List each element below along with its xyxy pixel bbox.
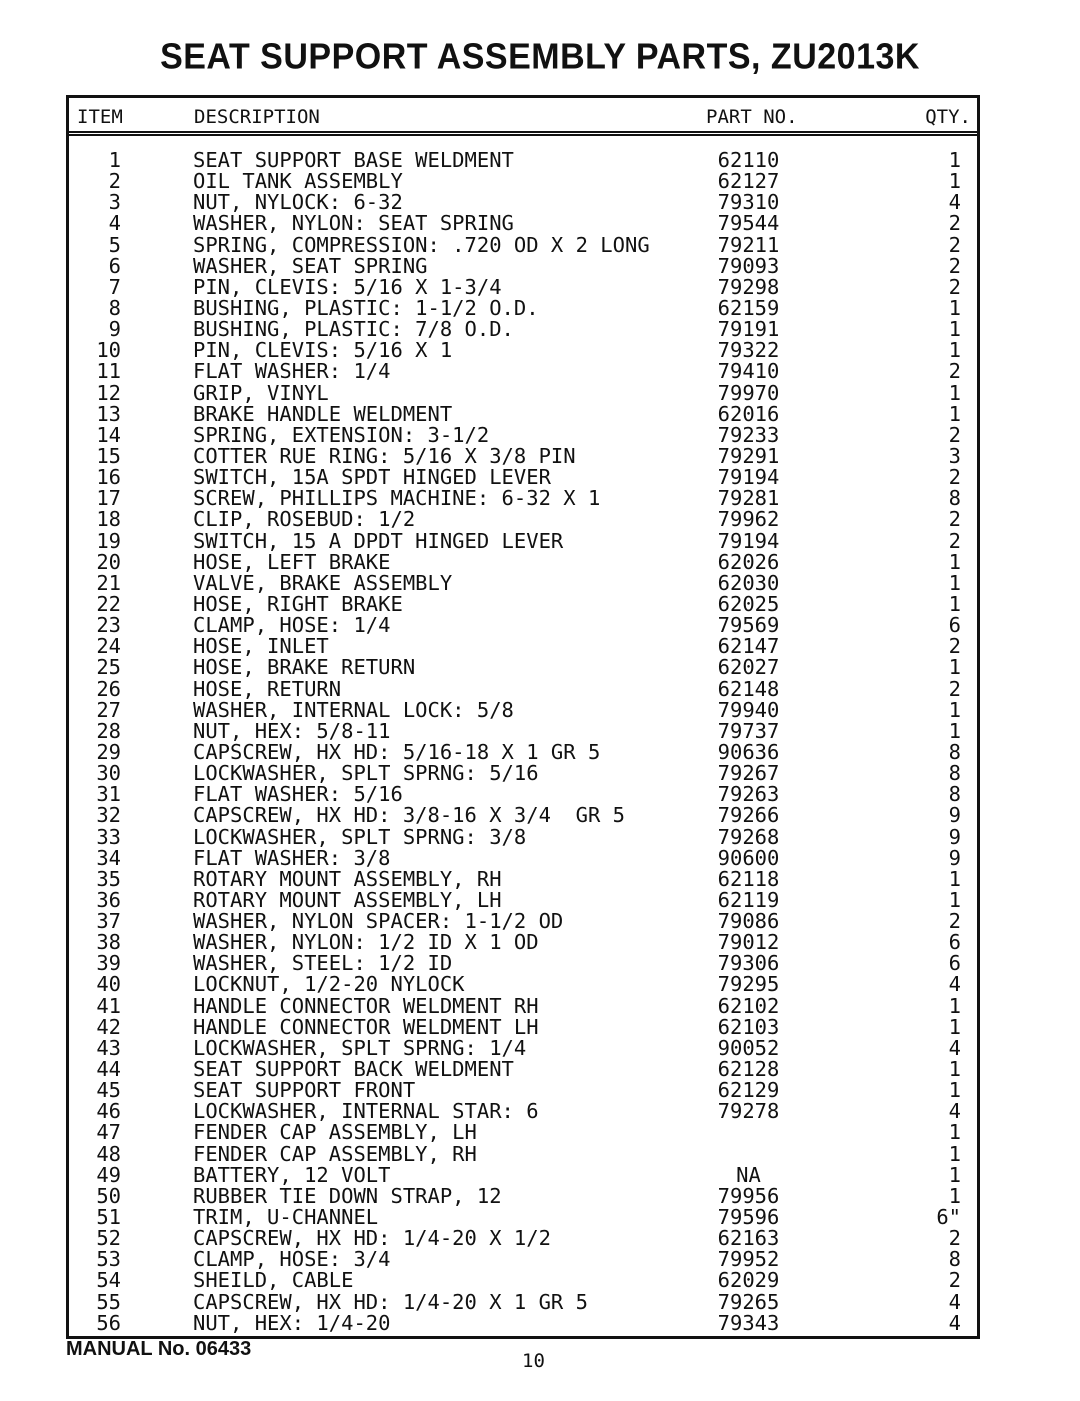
item-number: 38 [96,930,121,955]
item-description: SEAT SUPPORT FRONT [193,1078,416,1103]
part-number: 79194 [717,528,780,553]
quantity: 6 [948,951,961,976]
table-row [69,1080,977,1101]
item-number: 40 [96,972,121,997]
quantity: 1 [948,697,961,722]
part-number: 79281 [717,486,780,511]
quantity: 8 [948,1247,961,1272]
part-number: 79266 [717,803,780,828]
part-number: 79343 [717,1310,780,1335]
table-row [69,697,977,722]
part-number: 79970 [717,380,780,405]
quantity: 2 [948,1226,961,1251]
quantity: 2 [948,909,961,934]
item-number: 19 [96,528,121,553]
item-description: WASHER, STEEL: 1/2 ID [193,951,453,976]
quantity: 9 [948,803,961,828]
part-number: 79544 [717,211,780,236]
item-description: SEAT SUPPORT BACK WELDMENT [193,1057,514,1082]
item-description: RUBBER TIE DOWN STRAP, 12 [193,1183,502,1208]
parts-table [66,95,980,1339]
quantity: 1 [948,338,961,363]
page-number: 10 [522,1350,545,1372]
item-description: BUSHING, PLASTIC: 7/8 O.D. [193,317,514,342]
item-number: 30 [96,761,121,786]
item-number: 29 [96,739,121,764]
quantity: 1 [948,401,961,426]
part-number: 79569 [717,613,780,638]
quantity: 4 [948,1310,961,1335]
item-number: 1 [108,148,121,172]
item-description: HOSE, RIGHT BRAKE [193,591,403,616]
quantity: 1 [948,1014,961,1039]
table-row [69,1310,977,1335]
quantity: 2 [948,253,961,278]
part-number: 79093 [717,253,780,278]
table-row [69,993,977,1018]
item-description: BRAKE HANDLE WELDMENT [193,401,453,426]
part-number: 79298 [717,274,780,299]
quantity: 3 [948,443,961,468]
table-row [69,1141,977,1166]
item-description: PIN, CLEVIS: 5/16 X 1-3/4 [193,274,502,299]
item-description: NUT, HEX: 1/4-20 [193,1310,391,1335]
table-row [69,380,977,405]
item-number: 31 [96,782,121,807]
table-row [69,295,977,320]
item-description: FENDER CAP ASSEMBLY, RH [193,1141,477,1166]
item-number: 52 [96,1226,121,1251]
quantity: 1 [948,549,961,574]
part-number: 79191 [717,317,780,342]
table-row [69,932,977,953]
item-description: HOSE, RETURN [193,676,342,701]
quantity: 1 [948,570,961,595]
item-description: SPRING, COMPRESSION: .720 OD X 2 LONG [193,232,650,257]
part-number: 79952 [717,1247,780,1272]
quantity: 2 [948,634,961,659]
item-number: 34 [96,845,121,870]
part-number: 79291 [717,443,780,468]
part-number: 79962 [717,507,780,532]
item-description: BUSHING, PLASTIC: 1-1/2 O.D. [193,295,539,320]
item-description: FLAT WASHER: 1/4 [193,359,391,384]
part-number: 62128 [717,1057,780,1082]
item-number: 48 [96,1141,121,1166]
quantity: 6 [948,930,961,955]
header-qty: QTY. [925,106,971,128]
quantity: 4 [948,972,961,997]
quantity: 6 [948,613,961,638]
table-row [69,422,977,447]
table-row [69,866,977,891]
item-number: 55 [96,1289,121,1314]
item-description: HANDLE CONNECTOR WELDMENT RH [193,993,539,1018]
part-number: 79278 [717,1099,780,1124]
item-description: LOCKWASHER, SPLT SPRNG: 1/4 [193,1035,527,1060]
part-number: 62016 [717,401,780,426]
item-description: WASHER, INTERNAL LOCK: 5/8 [193,697,514,722]
header-item: ITEM [77,106,123,128]
item-description: SCREW, PHILLIPS MACHINE: 6-32 X 1 [193,486,601,511]
item-number: 13 [96,401,121,426]
part-number: 79267 [717,761,780,786]
item-description: FENDER CAP ASSEMBLY, LH [193,1120,477,1145]
item-number: 36 [96,887,121,912]
table-row [69,911,977,932]
quantity: 1 [948,1183,961,1208]
item-number: 47 [96,1120,121,1145]
part-number: 62119 [717,887,780,912]
item-number: 14 [96,422,121,447]
table-row [69,274,977,299]
item-number: 50 [96,1183,121,1208]
table-row [69,509,977,530]
item-description: NUT, NYLOCK: 6-32 [193,190,403,215]
quantity: 8 [948,761,961,786]
page-title: SEAT SUPPORT ASSEMBLY PARTS, ZU2013K [160,37,920,77]
table-row [69,1249,977,1270]
item-number: 11 [96,359,121,384]
item-description: ROTARY MOUNT ASSEMBLY, RH [193,866,502,891]
part-number: 90052 [717,1035,780,1060]
table-row [69,1014,977,1039]
quantity: 1 [948,380,961,405]
item-number: 25 [96,655,121,680]
item-number: 15 [96,443,121,468]
item-number: 49 [96,1162,121,1187]
table-row [69,1207,977,1228]
item-number: 46 [96,1099,121,1124]
table-row [69,192,977,213]
item-description: CAPSCREW, HX HD: 5/16-18 X 1 GR 5 [193,739,601,764]
table-row [69,676,977,701]
quantity: 2 [948,232,961,257]
quantity: 2 [948,274,961,299]
item-number: 4 [108,211,121,236]
item-number: 18 [96,507,121,532]
table-row [69,319,977,340]
quantity: 1 [948,317,961,342]
quantity: 2 [948,676,961,701]
quantity: 1 [948,1120,961,1145]
item-number: 54 [96,1268,121,1293]
table-row [69,171,977,192]
manual-number: MANUAL No. 06433 [66,1338,252,1360]
part-number: 79596 [717,1205,780,1230]
table-row [69,953,977,974]
table-row [69,1162,977,1187]
item-description: CAPSCREW, HX HD: 1/4-20 X 1 GR 5 [193,1289,588,1314]
item-number: 27 [96,697,121,722]
item-number: 17 [96,486,121,511]
quantity: 9 [948,824,961,849]
item-number: 51 [96,1205,121,1230]
quantity: 6" [936,1205,961,1230]
item-description: CAPSCREW, HX HD: 1/4-20 X 1/2 [193,1226,551,1251]
part-number: 79310 [717,190,780,215]
quantity: 4 [948,1035,961,1060]
part-number: 62147 [717,634,780,659]
table-row [69,570,977,595]
item-description: NUT, HEX: 5/8-11 [193,718,391,743]
item-description: PIN, CLEVIS: 5/16 X 1 [193,338,453,363]
item-number: 5 [108,232,121,257]
item-number: 35 [96,866,121,891]
part-number: 62163 [717,1226,780,1251]
item-description: LOCKWASHER, SPLT SPRNG: 3/8 [193,824,527,849]
item-description: COTTER RUE RING: 5/16 X 3/8 PIN [193,443,576,468]
quantity: 1 [948,148,961,172]
item-description: HOSE, BRAKE RETURN [193,655,416,680]
item-description: HOSE, INLET [193,634,329,659]
table-row [69,1059,977,1080]
item-number: 12 [96,380,121,405]
part-number: 62027 [717,655,780,680]
table-row [69,488,977,509]
part-number: 62026 [717,549,780,574]
item-description: SEAT SUPPORT BASE WELDMENT [193,148,514,172]
item-description: HANDLE CONNECTOR WELDMENT LH [193,1014,539,1039]
item-number: 23 [96,613,121,638]
part-number: 79268 [717,824,780,849]
quantity: 1 [948,591,961,616]
item-description: LOCKWASHER, SPLT SPRNG: 5/16 [193,761,539,786]
quantity: 1 [948,655,961,680]
part-number: 79233 [717,422,780,447]
quantity: 2 [948,211,961,236]
table-row [69,805,977,826]
quantity: 1 [948,169,961,194]
item-description: CLAMP, HOSE: 1/4 [193,613,391,638]
quantity: 8 [948,486,961,511]
item-number: 26 [96,676,121,701]
part-number: 62129 [717,1078,780,1103]
quantity: 4 [948,1099,961,1124]
quantity: 1 [948,1162,961,1187]
quantity: 2 [948,507,961,532]
item-number: 32 [96,803,121,828]
table-row [69,657,977,678]
item-number: 24 [96,634,121,659]
table-header [69,98,977,136]
item-number: 3 [108,190,121,215]
item-description: SWITCH, 15A SPDT HINGED LEVER [193,465,551,490]
item-description: BATTERY, 12 VOLT [193,1162,391,1187]
item-number: 53 [96,1247,121,1272]
table-row [69,615,977,636]
item-number: 20 [96,549,121,574]
table-row [69,1183,977,1208]
part-number: 79211 [717,232,780,257]
table-row [69,253,977,278]
table-row [69,213,977,234]
item-number: 56 [96,1310,121,1335]
item-description: CLAMP, HOSE: 3/4 [193,1247,391,1272]
part-number: 79956 [717,1183,780,1208]
table-row [69,443,977,468]
table-row [69,1101,977,1122]
table-row [69,887,977,912]
part-number: 90600 [717,845,780,870]
item-number: 21 [96,570,121,595]
part-number: 79940 [717,697,780,722]
item-number: 8 [108,295,121,320]
item-description: GRIP, VINYL [193,380,329,405]
item-description: OIL TANK ASSEMBLY [193,169,403,194]
quantity: 2 [948,528,961,553]
item-number: 28 [96,718,121,743]
part-number: 79263 [717,782,780,807]
item-description: LOCKNUT, 1/2-20 NYLOCK [193,972,465,997]
quantity: 2 [948,1268,961,1293]
table-row [69,150,977,171]
part-number: 62110 [717,148,780,172]
quantity: 2 [948,465,961,490]
item-number: 44 [96,1057,121,1082]
quantity: 1 [948,1078,961,1103]
quantity: 4 [948,190,961,215]
part-number: 62025 [717,591,780,616]
part-number: 79306 [717,951,780,976]
item-description: LOCKWASHER, INTERNAL STAR: 6 [193,1099,539,1124]
part-number: 62118 [717,866,780,891]
quantity: 1 [948,295,961,320]
item-number: 7 [108,274,121,299]
item-number: 37 [96,909,121,934]
item-description: CLIP, ROSEBUD: 1/2 [193,507,416,532]
item-number: 16 [96,465,121,490]
part-number: 62102 [717,993,780,1018]
item-description: TRIM, U-CHANNEL [193,1205,379,1230]
item-description: WASHER, NYLON: 1/2 ID X 1 OD [193,930,539,955]
item-description: HOSE, LEFT BRAKE [193,549,391,574]
quantity: 2 [948,422,961,447]
table-row [69,763,977,784]
part-number: 62127 [717,169,780,194]
item-number: 41 [96,993,121,1018]
item-description: FLAT WASHER: 3/8 [193,845,391,870]
quantity: 1 [948,887,961,912]
header-description: DESCRIPTION [194,106,320,128]
item-number: 9 [108,317,121,342]
part-number: 79086 [717,909,780,934]
part-number: 62030 [717,570,780,595]
item-number: 10 [96,338,121,363]
item-description: WASHER, NYLON: SEAT SPRING [193,211,514,236]
part-number: 79737 [717,718,780,743]
item-number: 22 [96,591,121,616]
item-description: WASHER, SEAT SPRING [193,253,428,278]
item-number: 43 [96,1035,121,1060]
table-row [69,636,977,657]
table-row [69,1035,977,1060]
table-row [69,361,977,382]
quantity: 9 [948,845,961,870]
quantity: 8 [948,739,961,764]
item-description: SWITCH, 15 A DPDT HINGED LEVER [193,528,564,553]
part-number: 90636 [717,739,780,764]
table-row [69,467,977,488]
quantity: 2 [948,359,961,384]
item-description: SHEILD, CABLE [193,1268,354,1293]
item-number: 33 [96,824,121,849]
table-row [69,784,977,805]
part-number: 79322 [717,338,780,363]
table-row [69,401,977,426]
table-row [69,739,977,764]
table-row [69,824,977,849]
table-body [69,150,977,1334]
item-number: 42 [96,1014,121,1039]
table-row [69,974,977,995]
part-number: NA [736,1162,761,1187]
quantity: 1 [948,1057,961,1082]
table-row [69,232,977,257]
table-row [69,591,977,616]
table-row [69,340,977,361]
item-number: 45 [96,1078,121,1103]
part-number: 79012 [717,930,780,955]
table-row [69,845,977,870]
quantity: 8 [948,782,961,807]
table-row [69,1122,977,1143]
item-description: ROTARY MOUNT ASSEMBLY, LH [193,887,502,912]
quantity: 4 [948,1289,961,1314]
item-number: 39 [96,951,121,976]
part-number: 62159 [717,295,780,320]
quantity: 1 [948,1141,961,1166]
header-part-no: PART NO. [706,106,798,128]
item-description: WASHER, NYLON SPACER: 1-1/2 OD [193,909,564,934]
table-row [69,1228,977,1249]
quantity: 1 [948,993,961,1018]
table-row [69,718,977,743]
part-number: 79265 [717,1289,780,1314]
item-description: VALVE, BRAKE ASSEMBLY [193,570,453,595]
item-description: CAPSCREW, HX HD: 3/8-16 X 3/4 GR 5 [193,803,625,828]
item-number: 2 [108,169,121,194]
item-number: 6 [108,253,121,278]
part-number: 79410 [717,359,780,384]
part-number: 62148 [717,676,780,701]
table-row [69,1270,977,1291]
part-number: 62103 [717,1014,780,1039]
table-row [69,549,977,574]
quantity: 1 [948,866,961,891]
part-number: 62029 [717,1268,780,1293]
table-row [69,528,977,553]
part-number: 79194 [717,465,780,490]
part-number: 79295 [717,972,780,997]
quantity: 1 [948,718,961,743]
table-row [69,1289,977,1314]
item-description: FLAT WASHER: 5/16 [193,782,403,807]
item-description: SPRING, EXTENSION: 3-1/2 [193,422,490,447]
